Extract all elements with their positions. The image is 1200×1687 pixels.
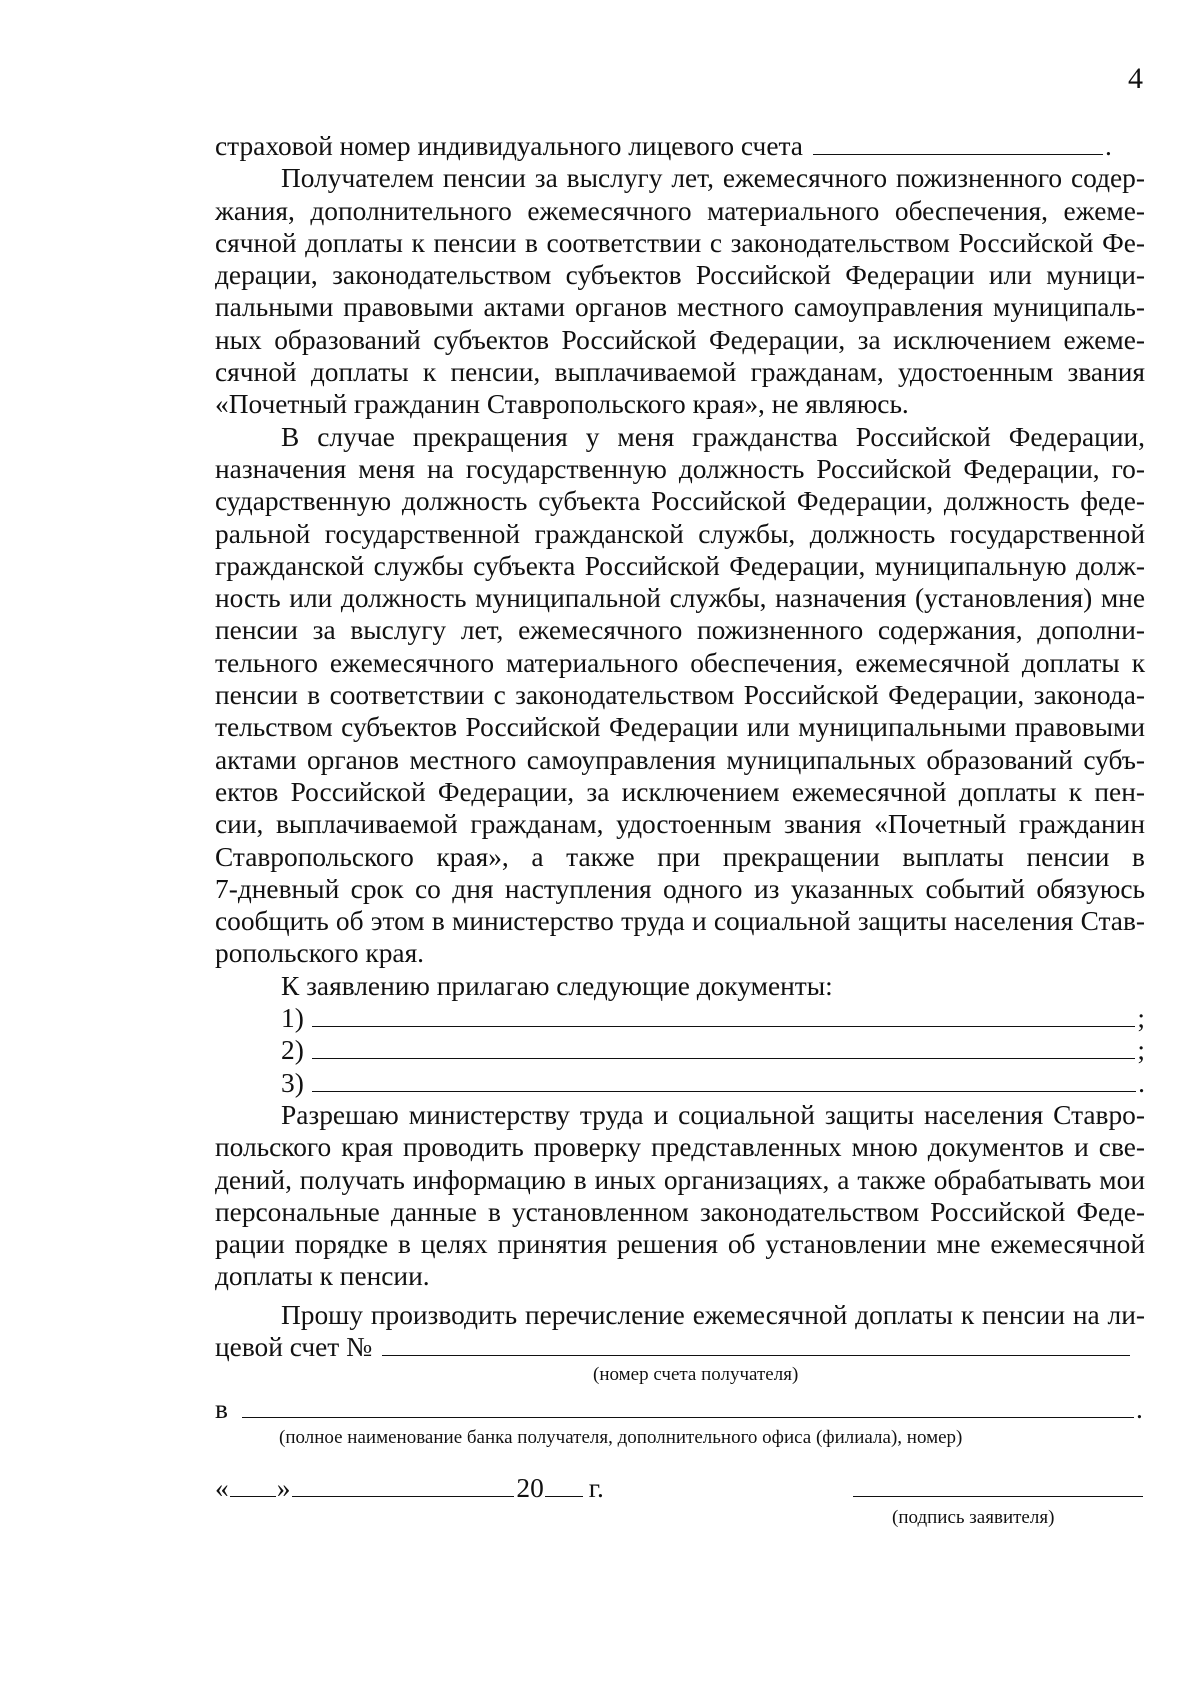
paragraph-obligation — [215, 421, 1145, 970]
bank-end: . — [1135, 1394, 1143, 1425]
text-line: пенсии в соответствии с законодательством Российской Федерации, законода- — [215, 680, 1145, 711]
attachment-field[interactable] — [312, 1069, 1136, 1092]
text-line: сии, выплачиваемой гражданам, удостоенным звания «Почетный гражданин — [215, 809, 1145, 840]
account-number-field[interactable] — [382, 1333, 1130, 1356]
text-line: Прошу производить перечисление ежемесячной доплаты к пенсии на ли- — [281, 1299, 1145, 1330]
text-line: ропольского края. — [215, 938, 425, 969]
year-prefix: 20 — [516, 1472, 544, 1503]
month-field[interactable] — [292, 1474, 514, 1497]
text-line: сударственную должность субъекта Российской Федерации, должность феде- — [215, 486, 1145, 517]
bank-name-field[interactable] — [242, 1395, 1134, 1418]
attachment-item — [215, 1034, 1145, 1066]
text-line: пальными правовыми актами органов местного самоуправления муниципаль- — [215, 292, 1145, 323]
text-line: «Почетный гражданин Ставропольского края», не являюсь. — [215, 389, 909, 420]
text-line: тельного ежемесячного материального обеспечения, ежемесячной доплаты к — [215, 647, 1145, 678]
bank-line — [215, 1393, 1145, 1425]
text-line: персональные данные в установленном законодательством Российской Феде- — [215, 1196, 1145, 1227]
text-line: ектов Российской Федерации, за исключением ежемесячной доплаты к пен- — [215, 776, 1145, 807]
text-line: ральной государственной гражданской службы, должность государственной — [215, 518, 1145, 549]
insurance-number-line — [215, 130, 1145, 162]
text-line: сячной доплаты к пенсии в соответствии с законодательством Российской Фе- — [215, 227, 1145, 258]
paragraph-consent — [215, 1099, 1145, 1293]
attachments-intro: К заявлению прилагаю следующие документы: — [281, 970, 833, 1001]
date-close-quote: » — [276, 1472, 291, 1503]
attachment-number: 1) — [281, 1003, 304, 1034]
attachment-number: 3) — [281, 1067, 304, 1098]
account-line — [215, 1331, 1145, 1363]
insurance-number-label: страховой номер индивидуального лицевого счета — [215, 131, 803, 161]
text-line: рации порядке в целях принятия решения об установлении мне ежемесячной — [215, 1229, 1145, 1260]
attachment-number: 2) — [281, 1035, 304, 1066]
text-line: жания, дополнительного ежемесячного материального обеспечения, ежеме- — [215, 195, 1145, 226]
insurance-number-end: . — [1104, 131, 1112, 161]
year-suffix: г. — [588, 1472, 604, 1503]
attachments-section — [215, 970, 1145, 1099]
text-line: Получателем пенсии за выслугу лет, ежемесячного пожизненного содер- — [281, 163, 1145, 194]
insurance-number-field[interactable] — [813, 132, 1103, 155]
text-line: дерации, законодательством субъектов Российской Федерации или муници- — [215, 260, 1145, 291]
text-line: гражданской службы субъекта Российской Федерации, муниципальную долж- — [215, 550, 1145, 581]
text-line: польского края проводить проверку представленных мною документов и све- — [215, 1132, 1145, 1163]
bank-prefix: в — [215, 1394, 228, 1425]
text-line: пенсии за выслугу лет, ежемесячного пожизненного содержания, дополни- — [215, 615, 1145, 646]
date-open-quote: « — [215, 1472, 229, 1503]
text-line: дений, получать информацию в иных организациях, а также обрабатывать мои — [215, 1164, 1145, 1195]
date-signature-section — [215, 1472, 1145, 1530]
text-line: актами органов местного самоуправления муниципальных образований субъ- — [215, 744, 1145, 775]
text-line: В случае прекращения у меня гражданства Российской Федерации, — [281, 421, 1145, 452]
text-line: ность или должность муниципальной службы, назначения (установления) мне — [215, 583, 1145, 614]
paragraph-non-recipient — [215, 162, 1145, 420]
account-caption: (номер счета получателя) — [593, 1364, 799, 1386]
page-number: 4 — [1128, 62, 1143, 95]
bank-caption: (полное наименование банка получателя, дополнительного офиса (филиала), номер) — [279, 1426, 963, 1448]
text-line: тельством субъектов Российской Федерации или муниципальными правовыми — [215, 712, 1145, 743]
text-line: ных образований субъектов Российской Федерации, за исключением ежеме- — [215, 324, 1145, 355]
text-line: 7-дневный срок со дня наступления одного из указанных событий обязуюсь — [215, 873, 1145, 904]
attachment-end: ; — [1137, 1035, 1145, 1066]
signature-field[interactable] — [853, 1474, 1143, 1497]
text-line: Разрешаю министерству труда и социальной защиты населения Ставро- — [281, 1099, 1145, 1130]
transfer-section — [215, 1299, 1145, 1450]
text-line: доплаты к пенсии. — [215, 1261, 430, 1292]
text-line: Ставропольского края», а также при прекращении выплаты пенсии в — [215, 841, 1145, 872]
attachment-end: . — [1138, 1067, 1145, 1098]
signature-caption: (подпись заявителя) — [892, 1506, 1055, 1528]
document-body — [215, 130, 1145, 1530]
date-signature-line — [215, 1472, 1145, 1504]
day-field[interactable] — [230, 1474, 276, 1497]
attachment-end: ; — [1137, 1003, 1145, 1034]
text-line: сячной доплаты к пенсии, выплачиваемой гражданам, удостоенным звания — [215, 357, 1145, 388]
attachment-field[interactable] — [312, 1036, 1136, 1059]
account-label: цевой счет № — [215, 1331, 373, 1362]
text-line: сообщить об этом в министерство труда и социальной защиты населения Став- — [215, 906, 1145, 937]
text-line: назначения меня на государственную должность Российской Федерации, го- — [215, 453, 1145, 484]
attachment-item — [215, 1002, 1145, 1034]
year-field[interactable] — [545, 1474, 583, 1497]
attachment-field[interactable] — [312, 1004, 1136, 1027]
attachment-item — [215, 1067, 1145, 1099]
